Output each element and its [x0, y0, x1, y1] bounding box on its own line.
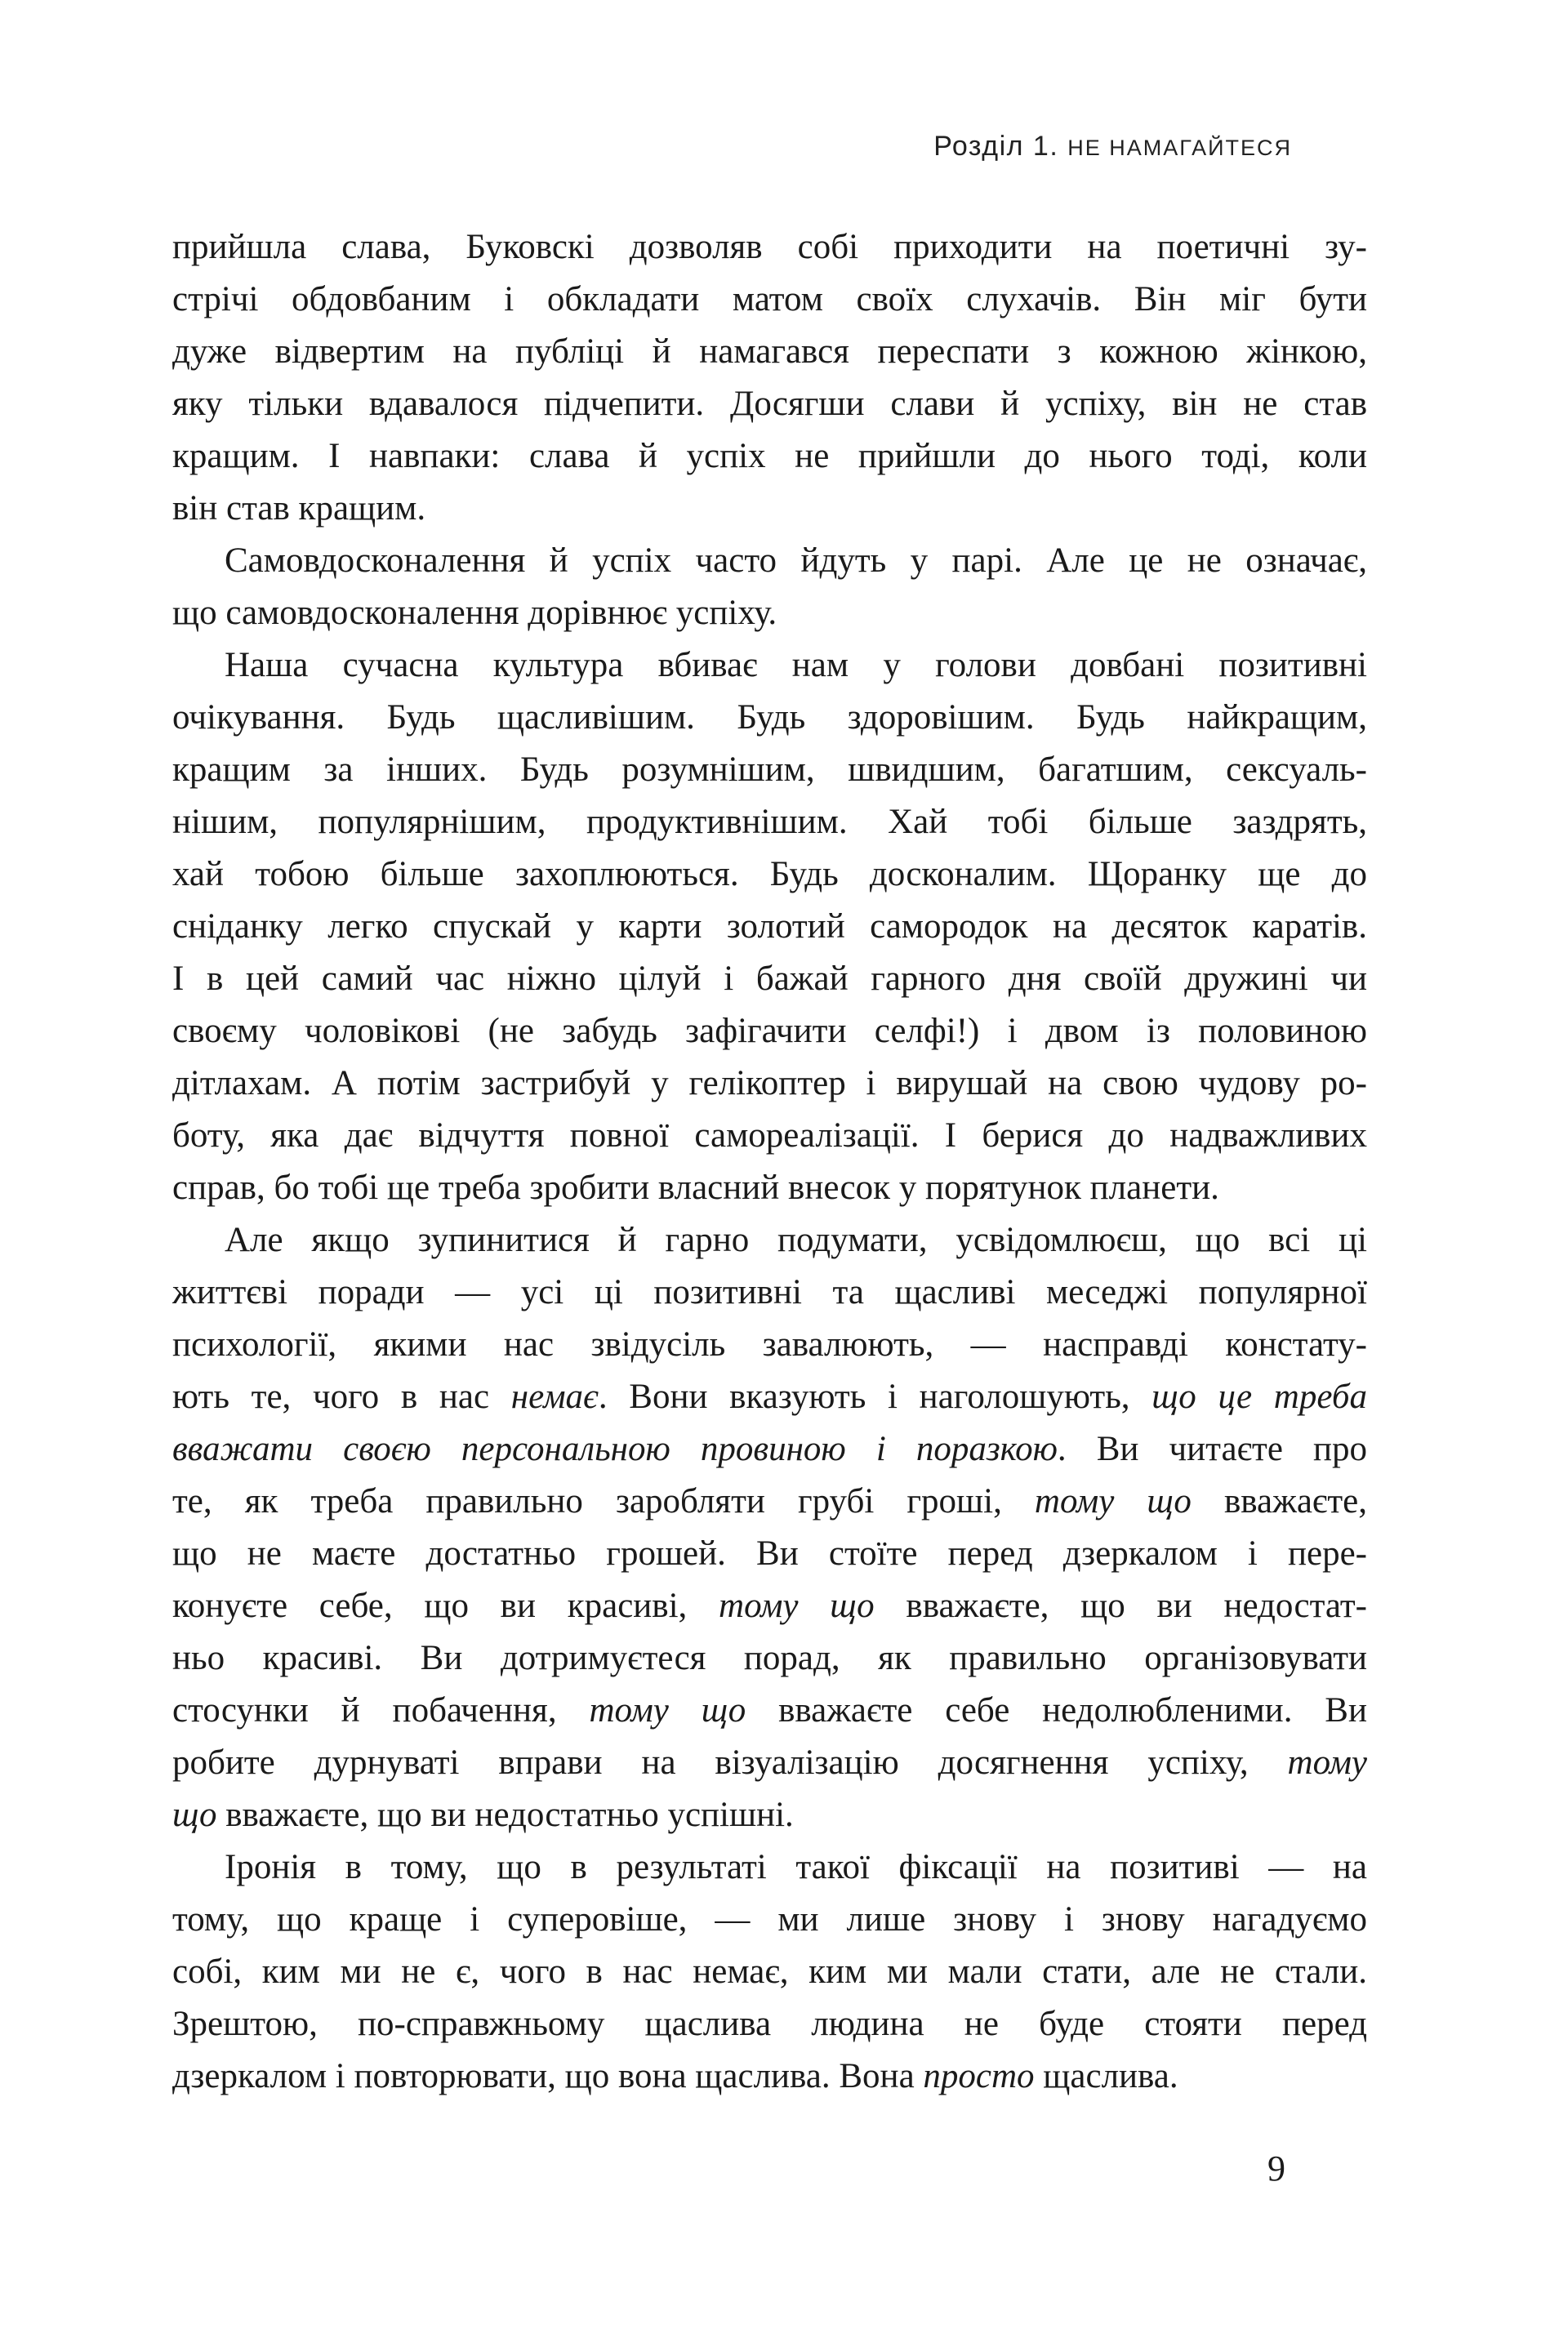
text-line [172, 326, 1367, 378]
text-run: ньо красиві. Ви дотримуєтеся порад, як правильно організовувати [172, 1639, 1367, 1677]
text-run: Але якщо зупинитися й гарно подумати, усвідомлюєш, що всі ці [225, 1221, 1367, 1259]
text-run: прийшла слава, Буковскі дозволяв собі приходити на поетичні зу- [172, 228, 1367, 266]
text-run: Самовдосконалення й успіх часто йдуть у парі. Але це не означає, [225, 541, 1367, 580]
text-run: ють те, чого в нас [172, 1378, 511, 1416]
text-run: дуже відвертим на публіці й намагався переспати з кожною жінкою, [172, 332, 1367, 371]
text-line [172, 483, 1367, 535]
text-line [172, 1214, 1367, 1267]
text-line [172, 274, 1367, 326]
text-run: хай тобою більше захоплюються. Будь досконалим. Щоранку ще до [172, 855, 1367, 893]
text-run: своєму чоловікові (не забудь зафігачити селфі!) і двом із половиною [172, 1012, 1367, 1050]
text-run: справ, бо тобі ще треба зробити власний внесок у порятунок планети. [172, 1169, 1219, 1207]
text-run: стрічі обдовбаним і обкладати матом своїх слухачів. Він міг бути [172, 280, 1367, 318]
paragraph [172, 221, 1367, 535]
text-run: Наша сучасна культура вбиває нам у голови довбані позитивні [225, 646, 1367, 684]
body-text [172, 221, 1367, 2103]
text-line [172, 1162, 1367, 1214]
text-line [172, 221, 1367, 274]
italic-text: тому [1287, 1743, 1367, 1782]
page-number: 9 [1267, 2148, 1285, 2188]
text-run: життєві поради — усі ці позитивні та щасливі меседжі популярної [172, 1273, 1367, 1311]
italic-text: тому що [589, 1691, 746, 1730]
chapter-title: НЕ НАМАГАЙТЕСЯ [1067, 136, 1292, 160]
text-line [172, 1946, 1367, 1998]
text-run: сніданку легко спускай у карти золотий самородок на десяток каратів. [172, 907, 1367, 946]
text-line [172, 1789, 1367, 1841]
text-run: те, як треба правильно заробляти грубі гроші, [172, 1482, 1035, 1521]
italic-text: просто [923, 2057, 1035, 2095]
text-run: І в цей самий час ніжно цілуй і бажай гарного дня своїй дружині чи [172, 960, 1367, 998]
text-line [172, 1005, 1367, 1058]
text-line [172, 1423, 1367, 1476]
text-line [172, 1737, 1367, 1789]
text-run: нішим, популярнішим, продуктивнішим. Хай тобі більше заздрять, [172, 803, 1367, 841]
running-head [933, 131, 1292, 163]
text-line [172, 796, 1367, 848]
paragraph [172, 639, 1367, 1214]
text-run: тому, що краще і суперовіше, — ми лише знову і знову нагадуємо [172, 1900, 1367, 1939]
text-run: психології, якими нас звідусіль завалюють, — насправді констату- [172, 1325, 1367, 1364]
text-run: він став кращим. [172, 489, 426, 528]
text-line [172, 1528, 1367, 1580]
chapter-number: Розділ 1. [933, 131, 1059, 162]
paragraph [172, 1841, 1367, 2103]
text-line [172, 1110, 1367, 1162]
text-line [172, 953, 1367, 1005]
text-run: Іронія в тому, що в результаті такої фіксації на позитиві — на [225, 1848, 1367, 1886]
paragraph [172, 1214, 1367, 1841]
text-line [172, 2050, 1367, 2103]
text-line [172, 1632, 1367, 1685]
text-run: що самовдосконалення дорівнює успіху. [172, 594, 777, 632]
paragraph [172, 535, 1367, 639]
text-run: кращим. І навпаки: слава й успіх не прийшли до нього тоді, коли [172, 437, 1367, 475]
text-line [172, 430, 1367, 483]
text-line [172, 1998, 1367, 2050]
text-run: Зрештою, по-справжньому щаслива людина не буде стояти перед [172, 2005, 1367, 2043]
italic-text: немає [510, 1378, 599, 1416]
text-line [172, 1267, 1367, 1319]
text-run: вважаєте себе недолюбленими. Ви [746, 1691, 1367, 1730]
text-run: кращим за інших. Будь розумнішим, швидшим, багатшим, сексуаль- [172, 750, 1367, 789]
italic-text: тому що [719, 1587, 875, 1625]
text-line [172, 1580, 1367, 1632]
text-run: вважаєте, що ви недостатньо успішні. [216, 1796, 794, 1834]
text-line [172, 1319, 1367, 1371]
text-run: вважаєте, [1191, 1482, 1367, 1521]
text-line [172, 587, 1367, 639]
text-run: що не маєте достатньо грошей. Ви стоїте перед дзеркалом і пере- [172, 1534, 1367, 1573]
text-run: боту, яка дає відчуття повної самореалізації. І берися до надважливих [172, 1116, 1367, 1155]
italic-text: тому що [1034, 1482, 1192, 1521]
text-line [172, 1685, 1367, 1737]
text-line [172, 848, 1367, 901]
text-line [172, 901, 1367, 953]
italic-text: що це треба [1152, 1378, 1367, 1416]
text-line [172, 1371, 1367, 1423]
italic-text: вважати своєю персональною провиною і поразкою [172, 1430, 1058, 1468]
text-run: яку тільки вдавалося підчепити. Досягши слави й успіху, він не став [172, 385, 1367, 423]
text-line [172, 378, 1367, 430]
text-line [172, 639, 1367, 692]
text-run: очікування. Будь щасливішим. Будь здоровішим. Будь найкращим, [172, 698, 1367, 737]
text-run: . Ви читаєте про [1057, 1430, 1367, 1468]
text-line [172, 692, 1367, 744]
text-run: . Вони вказують і наголошують, [598, 1378, 1152, 1416]
text-line [172, 1841, 1367, 1894]
text-run: стосунки й побачення, [172, 1691, 590, 1730]
text-line [172, 1894, 1367, 1946]
text-run: дітлахам. А потім застрибуй у гелікоптер і вирушай на свою чудову ро- [172, 1064, 1367, 1102]
text-run: дзеркалом і повторювати, що вона щаслива. Вона [172, 2057, 924, 2095]
text-run: робите дурнуваті вправи на візуалізацію досягнення успіху, [172, 1743, 1288, 1782]
text-line [172, 535, 1367, 587]
text-run: собі, ким ми не є, чого в нас немає, ким ми мали стати, але не стали. [172, 1952, 1367, 1991]
text-line [172, 1476, 1367, 1528]
text-line [172, 1058, 1367, 1110]
text-run: вважаєте, що ви недостат- [874, 1587, 1367, 1625]
text-run: щаслива. [1034, 2057, 1178, 2095]
text-run: конуєте себе, що ви красиві, [172, 1587, 719, 1625]
italic-text: що [172, 1796, 217, 1834]
text-line [172, 744, 1367, 796]
